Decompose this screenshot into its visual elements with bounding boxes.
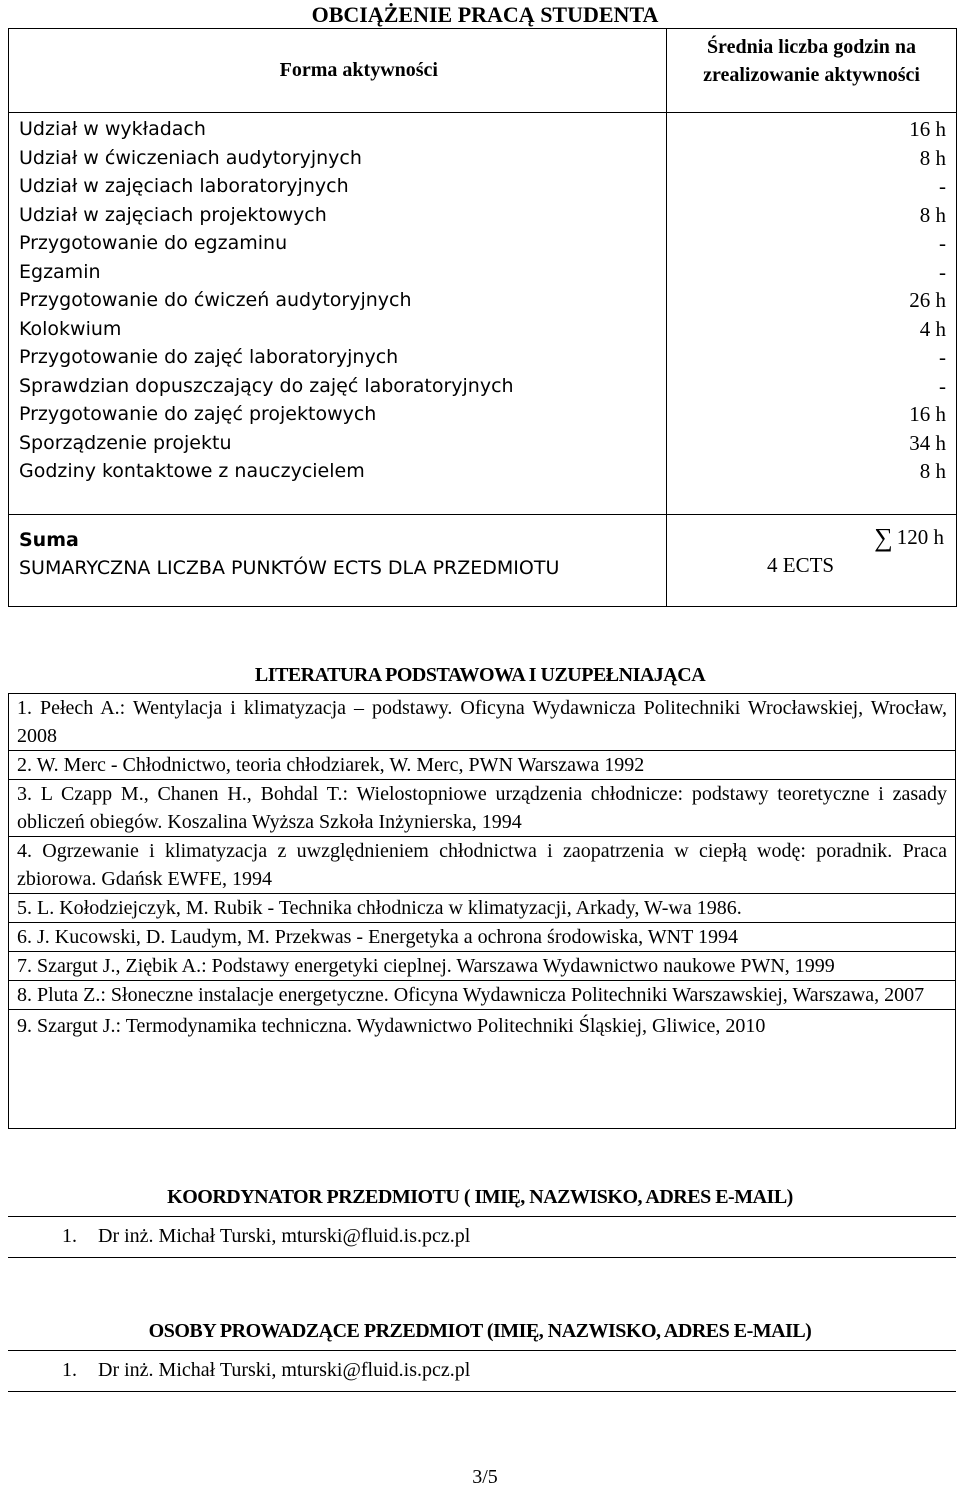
hours-item: 8 h xyxy=(919,202,946,227)
instructor-number: 1. xyxy=(62,1359,77,1381)
activity-item: Godziny kontaktowe z nauczycielem xyxy=(19,460,365,482)
hours-cell xyxy=(667,113,957,515)
workload-sum-row xyxy=(9,515,957,607)
activity-item: Udział w zajęciach laboratoryjnych xyxy=(19,175,349,197)
literature-item: 1. Pełech A.: Wentylacja i klimatyzacja – podstawy. Oficyna Wydawnicza Politechniki Wrocławskiej, Wrocław, 2008 xyxy=(9,694,955,751)
sum-value: 120 h xyxy=(896,525,944,549)
activity-item: Przygotowanie do egzaminu xyxy=(19,232,288,254)
activity-cell xyxy=(9,113,667,515)
literature-item: 4. Ogrzewanie i klimatyzacja z uwzględnieniem chłodnictwa i zaopatrzenia w ciepłą wodę: poradnik. Praca zbiorowa. Gdańsk EWFE, 1994 xyxy=(9,837,955,894)
activity-item: Przygotowanie do zajęć laboratoryjnych xyxy=(19,346,399,368)
coordinator-entry xyxy=(62,1225,470,1248)
coordinator-name-email: Dr inż. Michał Turski, mturski@fluid.is.pcz.pl xyxy=(98,1225,471,1247)
coordinator-number: 1. xyxy=(62,1225,77,1247)
sum-label-cell xyxy=(9,515,667,607)
workload-header-row xyxy=(9,29,957,113)
ects-value: 4 ECTS xyxy=(767,553,835,577)
activity-item: Egzamin xyxy=(19,260,101,283)
sigma-icon: ∑ xyxy=(874,523,893,552)
activity-item: Udział w ćwiczeniach audytoryjnych xyxy=(19,146,362,169)
sum-total xyxy=(874,523,944,553)
activity-item: Kolokwium xyxy=(19,317,122,340)
hours-item: 4 h xyxy=(919,316,946,341)
activity-item: Udział w wykładach xyxy=(19,118,206,140)
workload-table xyxy=(8,28,957,607)
ects-label: SUMARYCZNA LICZBA PUNKTÓW ECTS DLA PRZEDMIOTU xyxy=(19,557,560,579)
literature-item: 3. L Czapp M., Chanen H., Bohdal T.: Wielostopniowe urządzenia chłodnicze: podstawy teoretyczne i zasady obliczeń obiegów. Koszalina Wyższa Szkoła Inżynierska, 1994 xyxy=(9,780,955,837)
hours-item: 8 h xyxy=(919,459,946,483)
sum-value-cell xyxy=(667,515,957,607)
literature-item: 8. Pluta Z.: Słoneczne instalacje energetyczne. Oficyna Wydawnicza Politechniki Warszawskiej, Warszawa, 2007 xyxy=(9,981,955,1010)
hours-item: 26 h xyxy=(909,288,946,312)
literature-list xyxy=(8,693,956,1129)
hours-item: 34 h xyxy=(909,430,946,455)
instructor-name-email: Dr inż. Michał Turski, mturski@fluid.is.pcz.pl xyxy=(98,1359,471,1381)
page-number: 3/5 xyxy=(472,1466,498,1488)
workload-body-row xyxy=(9,113,957,515)
instructor-entry xyxy=(62,1359,470,1382)
hours-item: - xyxy=(939,174,946,198)
literature-item: 6. J. Kucowski, D. Laudym, M. Przekwas - Energetyka a ochrona środowiska, WNT 1994 xyxy=(9,923,955,952)
activity-item: Udział w zajęciach projektowych xyxy=(19,203,327,226)
hours-item: - xyxy=(939,259,946,284)
literature-title: LITERATURA PODSTAWOWA I UZUPEŁNIAJĄCA xyxy=(254,664,706,686)
instructors-box xyxy=(8,1350,956,1392)
hours-item: - xyxy=(939,231,946,255)
activity-list xyxy=(9,115,666,486)
literature-item: 9. Szargut J.: Termodynamika techniczna. Wydawnictwo Politechniki Śląskiej, Gliwice, 2010 xyxy=(17,1015,766,1037)
coordinator-title: KOORDYNATOR PRZEDMIOTU ( IMIĘ, NAZWISKO, ADRES E-MAIL) xyxy=(167,1186,793,1208)
coordinator-box xyxy=(8,1216,956,1258)
hours-item: 16 h xyxy=(909,117,946,141)
activity-item: Sporządzenie projektu xyxy=(19,431,232,454)
hours-item: 8 h xyxy=(919,145,946,170)
literature-item: 5. L. Kołodziejczyk, M. Rubik - Technika chłodnicza w klimatyzacji, Arkady, W-wa 1986. xyxy=(9,894,955,923)
instructors-title: OSOBY PROWADZĄCE PRZEDMIOT (IMIĘ, NAZWISKO, ADRES E-MAIL) xyxy=(148,1320,812,1342)
hours-list xyxy=(667,115,956,486)
hours-item: 16 h xyxy=(909,402,946,426)
sum-label: Suma xyxy=(19,529,79,551)
workload-heading: OBCIĄŻENIE PRACĄ STUDENTA xyxy=(311,2,659,27)
literature-item: 2. W. Merc - Chłodnictwo, teoria chłodziarek, W. Merc, PWN Warszawa 1992 xyxy=(9,751,955,780)
hours-item: - xyxy=(939,345,946,369)
activity-item: Przygotowanie do ćwiczeń audytoryjnych xyxy=(19,289,412,311)
col-header-hours: Średnia liczba godzin na zrealizowanie aktywności xyxy=(667,29,957,113)
col-header-activity: Forma aktywności xyxy=(9,29,667,113)
activity-item: Przygotowanie do zajęć projektowych xyxy=(19,403,377,425)
hours-item: - xyxy=(939,373,946,398)
activity-item: Sprawdzian dopuszczający do zajęć laboratoryjnych xyxy=(19,374,514,397)
literature-item: 7. Szargut J., Ziębik A.: Podstawy energetyki cieplnej. Warszawa Wydawnictwo naukowe PWN, 1999 xyxy=(9,952,955,981)
